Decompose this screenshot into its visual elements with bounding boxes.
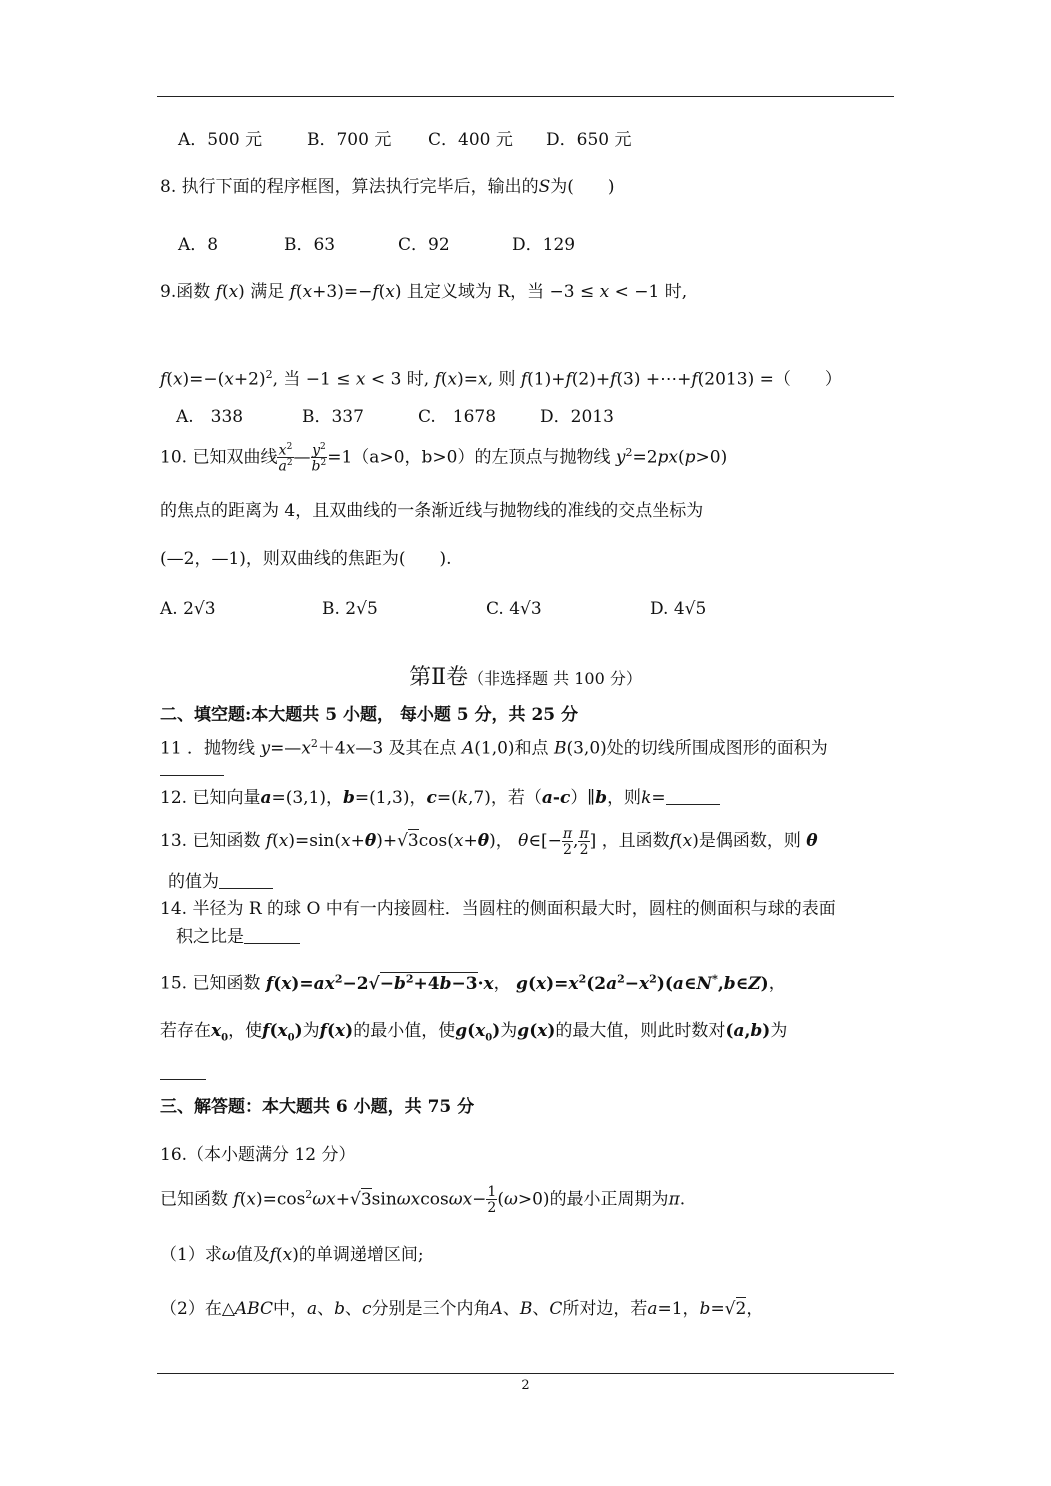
q13-line-1: 13. 已知函数 f(x)=sin(x+θ)+√3cos(x+θ)， θ∈[− $\frac{\pi}{2}$ , $\frac{\pi}{2}$ ] ，且函数f(x)是偶函数，则 θ — [160, 825, 818, 858]
q8-option-b: B．63 — [284, 235, 336, 255]
q16-part-2: （2）在△ABC中，a、b、c分别是三个内角A、B、C所对边，若a=1，b=√2， — [160, 1299, 764, 1319]
q7-option-a: A．500 元 — [178, 130, 263, 150]
footer-rule — [157, 1373, 894, 1374]
hyperbola-x-fraction: $\frac{x^2}{a^2}$ — [278, 441, 293, 475]
q8-option-a: A．8 — [178, 235, 219, 255]
q10-option-c: C. 4√3 — [486, 599, 542, 619]
q11-line-1: 11 ．抛物线 $y=—x^2+4x—3$ 及其在点 A(1,0)和点 B(3,0)处的切线所围成图形的面积为 — [160, 737, 828, 759]
q9-option-d: D．2013 — [540, 407, 614, 427]
q14-line-2: 积之比是 — [176, 926, 300, 948]
q8-option-c: C．92 — [398, 235, 450, 255]
q8-option-d: D．129 — [512, 235, 576, 255]
q13-line-2: 的值为 — [168, 871, 273, 893]
q10-line-2: 的焦点的距离为 4，且双曲线的一条渐近线与抛物线的准线的交点坐标为 — [160, 501, 704, 521]
q7-option-d: D．650 元 — [546, 130, 632, 150]
q9-option-c: C. 1678 — [418, 407, 497, 427]
hyperbola-y-fraction: $\frac{y^2}{b^2}$ — [311, 441, 327, 475]
q9-line-2: $f(x)=-(x+2)^2$, 当 −1 ≤ x < 3 时, f(x)=x, 则 f(1)+f(2)+f(3) +⋯+f(2013) =（ ） — [160, 368, 842, 390]
section-2-title: 第Ⅱ卷（非选择题 共 100 分） — [409, 665, 642, 690]
q10-option-a: A. 2√3 — [160, 599, 216, 619]
q16-stem: 已知函数 $f(x)=\cos^2\omega x+√3\sin\omega xcos\omega x-$ $\frac{1}{2}$ (ω>0)的最小正周期为π. — [160, 1184, 686, 1217]
answer-section-header: 三、解答题：本大题共 6 小题，共 75 分 — [160, 1097, 475, 1117]
q11-answer-blank — [160, 758, 224, 780]
q10-line-3: (—2，—1)，则双曲线的焦距为( ). — [160, 549, 452, 569]
q15-line-2: 若存在$x_0$，使$f(x_0)$为f(x)的最小值，使$g(x_0)$为g(x)的最大值，则此时数对(a,b)为 — [160, 1021, 788, 1044]
q10-option-b: B. 2√5 — [322, 599, 378, 619]
q15-answer-blank — [160, 1062, 206, 1084]
header-rule — [157, 96, 894, 97]
q16-heading: 16.（本小题满分 12 分） — [160, 1145, 356, 1165]
q15-line-1: 15. 已知函数 $f(x)=ax^2-2√-b^2+4b-3\cdot x$， $g(x)=x^2(2a^2-x^2)(a\in N^*,b\in Z)$， — [160, 972, 786, 994]
q12-line: 12. 已知向量a=(3,1)，b=(1,3)，c=(k,7)，若（a-c）∥b，则k= — [160, 787, 720, 809]
q16-part-1: （1）求ω值及f(x)的单调递增区间; — [160, 1245, 424, 1265]
q14-line-1: 14. 半径为 R 的球 O 中有一内接圆柱．当圆柱的侧面积最大时，圆柱的侧面积与球的表面 — [160, 899, 836, 919]
q9-option-b: B．337 — [302, 407, 364, 427]
q9-option-a: A. 338 — [176, 407, 244, 427]
fill-in-section-header: 二、填空题:本大题共 5 小题， 每小题 5 分，共 25 分 — [160, 705, 579, 725]
q10-line-1: 10. 已知双曲线 $\frac{x^2}{a^2}$ — $\frac{y^2}{b^2}$ =1（a>0，b>0）的左顶点与抛物线 $y^2=2px(p>0)$ — [160, 441, 728, 475]
q10-option-d: D. 4√5 — [650, 599, 707, 619]
q8-stem: 8. 执行下面的程序框图，算法执行完毕后，输出的S为( ) — [160, 177, 615, 197]
page-number: 2 — [521, 1378, 530, 1393]
q7-option-c: C．400 元 — [428, 130, 513, 150]
q7-option-b: B．700 元 — [307, 130, 392, 150]
q9-line-1: 9.函数 f(x) 满足 f(x+3)=−f(x) 且定义域为 R，当 −3 ≤ x < −1 时, — [160, 282, 688, 302]
